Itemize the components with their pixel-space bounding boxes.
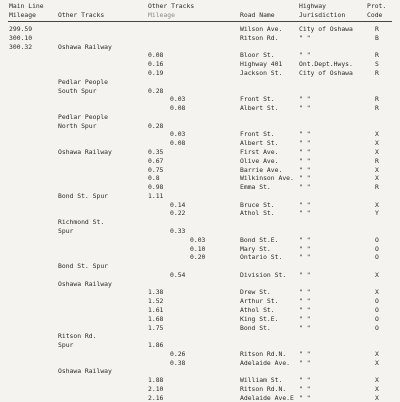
highway-jurisdiction: " ": [299, 33, 311, 42]
road-name: Arthur St.: [240, 297, 279, 306]
road-name: Wilson Ave.: [240, 25, 283, 33]
road-name: Albert St.: [240, 139, 279, 148]
mileage-level-1: 1.75: [148, 323, 164, 332]
road-name: King St.E.: [240, 314, 279, 323]
highway-jurisdiction: " ": [299, 209, 311, 218]
protection-code: O: [375, 253, 379, 262]
protection-code: X: [375, 376, 379, 385]
mileage-level-1: 0.35: [148, 147, 164, 156]
highway-jurisdiction: " ": [299, 314, 311, 323]
protection-code: R: [375, 51, 379, 60]
mileage-level-2: 0.08: [170, 139, 186, 148]
main-line-mileage: 300.10: [9, 33, 33, 42]
other-track-name: Bond St. Spur: [58, 191, 109, 200]
mileage-level-1: 1.38: [148, 288, 164, 297]
other-track-name: Oshawa Railway: [58, 279, 112, 288]
mileage-level-2: 0.03: [170, 130, 186, 139]
mileage-level-2: 0.14: [170, 200, 186, 209]
main-line-header: Main Line: [9, 2, 44, 10]
protection-code: X: [375, 349, 379, 358]
mileage-level-3: 0.10: [190, 244, 206, 253]
other-track-name: Spur: [58, 226, 74, 235]
protection-code: S: [375, 60, 379, 69]
other-track-name: North Spur: [58, 121, 97, 130]
road-name: Ritson Rd.N.: [240, 385, 287, 393]
highway-jurisdiction: " ": [299, 51, 311, 60]
protection-code: R: [375, 95, 379, 104]
mileage-level-1: 1.88: [148, 376, 164, 385]
road-name: Emma St.: [240, 183, 271, 191]
other-track-name: Richmond St.: [58, 218, 105, 227]
protection-code: X: [375, 147, 379, 156]
jurisdiction-header: Jurisdiction: [299, 11, 346, 19]
other-track-name: Oshawa Railway: [58, 147, 112, 156]
road-name: Mary St.: [240, 244, 271, 253]
protection-code: X: [375, 270, 379, 279]
road-name: Ritson Rd.: [240, 33, 279, 42]
protection-code: R: [375, 156, 379, 165]
protection-code: R: [375, 104, 379, 112]
mileage-level-3: 0.03: [190, 235, 206, 244]
highway-jurisdiction: " ": [299, 156, 311, 165]
mileage-header: Mileage: [9, 11, 36, 19]
protection-code: Y: [375, 209, 379, 218]
road-name-header: Road Name: [240, 11, 275, 19]
other-tracks-mileage-subheader: Mileage: [148, 11, 175, 19]
protection-code: X: [375, 385, 379, 393]
road-name: Athol St.: [240, 209, 275, 218]
mileage-level-1: 0.28: [148, 121, 164, 130]
highway-jurisdiction: " ": [299, 200, 311, 209]
highway-jurisdiction: " ": [299, 174, 311, 183]
highway-jurisdiction: " ": [299, 393, 311, 402]
mileage-level-1: 1.68: [148, 314, 164, 323]
protection-code: X: [375, 200, 379, 209]
road-name: Olive Ave.: [240, 156, 279, 165]
code-header: Code: [367, 11, 383, 19]
main-line-mileage: 300.32: [9, 42, 33, 51]
other-track-name: Ritson Rd.: [58, 332, 97, 341]
road-name: Ontario St.: [240, 253, 283, 262]
highway-jurisdiction: " ": [299, 235, 311, 244]
road-name: Jackson St.: [240, 68, 283, 77]
road-name: Ritson Rd.N.: [240, 349, 287, 358]
mileage-level-1: 2.16: [148, 393, 164, 402]
mileage-level-1: 0.19: [148, 68, 164, 77]
mileage-level-2: 0.26: [170, 349, 186, 358]
highway-jurisdiction: " ": [299, 297, 311, 306]
highway-jurisdiction: " ": [299, 165, 311, 174]
protection-code: O: [375, 323, 379, 332]
protection-code: X: [375, 393, 379, 402]
highway-jurisdiction: " ": [299, 385, 311, 393]
mileage-level-2: 0.33: [170, 226, 186, 235]
road-name: Albert St.: [240, 104, 279, 112]
protection-code: X: [375, 358, 379, 367]
highway-jurisdiction: " ": [299, 270, 311, 279]
mileage-level-1: 1.61: [148, 306, 164, 314]
prot-header: Prot.: [367, 2, 387, 10]
road-name: Adelaide Ave.E: [240, 393, 294, 402]
mileage-level-1: 1.11: [148, 191, 164, 200]
road-name: Division St.: [240, 270, 287, 279]
protection-code: X: [375, 165, 379, 174]
other-tracks-mileage-header: Other Tracks: [148, 2, 195, 10]
road-name: William St.: [240, 376, 283, 385]
protection-code: R: [375, 68, 379, 77]
other-track-name: Oshawa Railway: [58, 367, 112, 376]
protection-code: X: [375, 288, 379, 297]
highway-jurisdiction: " ": [299, 323, 311, 332]
mileage-level-2: 0.38: [170, 358, 186, 367]
highway-jurisdiction: City of Oshawa: [299, 25, 353, 33]
mileage-level-1: 0.98: [148, 183, 164, 191]
highway-jurisdiction: " ": [299, 183, 311, 191]
protection-code: X: [375, 130, 379, 139]
other-track-name: Pedlar People: [58, 77, 109, 86]
highway-jurisdiction: " ": [299, 147, 311, 156]
highway-jurisdiction: " ": [299, 104, 311, 112]
protection-code: O: [375, 235, 379, 244]
highway-jurisdiction: " ": [299, 288, 311, 297]
protection-code: B: [375, 33, 379, 42]
mileage-level-1: 0.28: [148, 86, 164, 95]
mileage-level-1: 0.8: [148, 174, 160, 183]
protection-code: O: [375, 297, 379, 306]
highway-jurisdiction: " ": [299, 376, 311, 385]
mileage-level-2: 0.54: [170, 270, 186, 279]
mileage-level-1: 0.75: [148, 165, 164, 174]
highway-jurisdiction: " ": [299, 244, 311, 253]
highway-jurisdiction: " ": [299, 253, 311, 262]
road-name: Bond St.: [240, 323, 271, 332]
road-name: Bloor St.: [240, 51, 275, 60]
other-track-name: Spur: [58, 341, 74, 350]
road-name: Barrie Ave.: [240, 165, 283, 174]
road-name: Adelaide Ave.: [240, 358, 291, 367]
road-name: Wilkinson Ave.: [240, 174, 294, 183]
highway-jurisdiction: Ont.Dept.Hwys.: [299, 60, 353, 69]
highway-header: Highway: [299, 2, 326, 10]
highway-jurisdiction: " ": [299, 349, 311, 358]
highway-jurisdiction: " ": [299, 95, 311, 104]
protection-code: X: [375, 174, 379, 183]
protection-code: O: [375, 306, 379, 314]
mileage-level-1: 0.16: [148, 60, 164, 69]
road-name: Drew St.: [240, 288, 271, 297]
protection-code: O: [375, 244, 379, 253]
mileage-level-1: 1.86: [148, 341, 164, 350]
mileage-level-2: 0.03: [170, 95, 186, 104]
other-track-name: Oshawa Railway: [58, 42, 112, 51]
road-name: First Ave.: [240, 147, 279, 156]
protection-code: O: [375, 314, 379, 323]
mileage-level-1: 2.10: [148, 385, 164, 393]
other-track-name: Bond St. Spur: [58, 262, 109, 271]
protection-code: X: [375, 139, 379, 148]
mileage-level-2: 0.08: [170, 104, 186, 112]
other-track-name: Pedlar People: [58, 112, 109, 121]
header-divider: [8, 21, 392, 22]
highway-jurisdiction: City of Oshawa: [299, 68, 353, 77]
other-track-name: South Spur: [58, 86, 97, 95]
protection-code: R: [375, 183, 379, 191]
other-tracks-header: Other Tracks: [58, 11, 105, 19]
road-name: Bond St.E.: [240, 235, 279, 244]
highway-jurisdiction: " ": [299, 130, 311, 139]
road-name: Bruce St.: [240, 200, 275, 209]
road-name: Front St.: [240, 130, 275, 139]
highway-jurisdiction: " ": [299, 358, 311, 367]
road-name: Athol St.: [240, 306, 275, 314]
mileage-level-1: 1.52: [148, 297, 164, 306]
protection-code: R: [375, 25, 379, 33]
mileage-level-3: 0.20: [190, 253, 206, 262]
main-line-mileage: 299.59: [9, 25, 33, 33]
mileage-level-2: 0.22: [170, 209, 186, 218]
mileage-level-1: 0.08: [148, 51, 164, 60]
mileage-level-1: 0.67: [148, 156, 164, 165]
highway-jurisdiction: " ": [299, 306, 311, 314]
road-name: Front St.: [240, 95, 275, 104]
highway-jurisdiction: " ": [299, 139, 311, 148]
road-name: Highway 401: [240, 60, 283, 69]
